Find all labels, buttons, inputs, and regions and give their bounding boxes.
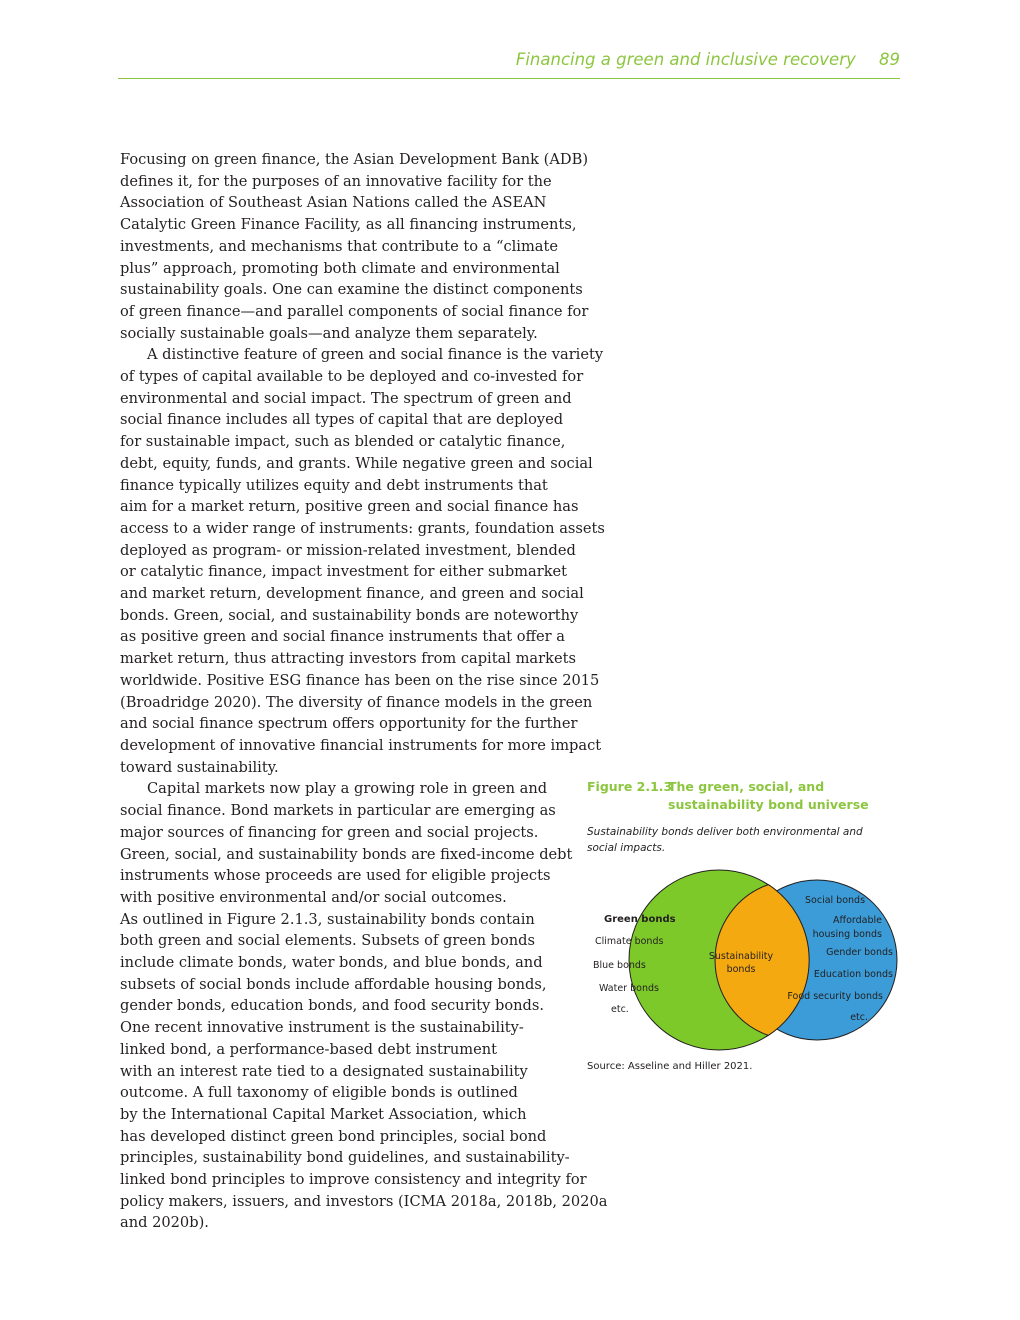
- venn-green-item: etc.: [611, 1004, 629, 1015]
- body-line: outcome. A full taxonomy of eligible bonds is outlined: [120, 1084, 518, 1102]
- body-line: finance typically utilizes equity and debt instruments that: [120, 476, 548, 494]
- venn-green-item: Climate bonds: [595, 936, 664, 947]
- body-line: and 2020b).: [120, 1214, 209, 1232]
- venn-green-item: Water bonds: [599, 983, 659, 994]
- body-line: linked bond, a performance-based debt instrument: [120, 1040, 497, 1058]
- body-line: worldwide. Positive ESG finance has been on the rise since 2015: [120, 671, 600, 689]
- body-line: market return, thus attracting investors from capital markets: [120, 650, 576, 668]
- venn-social-item: etc.: [850, 1012, 868, 1023]
- venn-social-item: Gender bonds: [826, 947, 893, 958]
- body-line: aim for a market return, positive green and social finance has: [120, 498, 579, 516]
- body-line: socially sustainable goals—and analyze them separately.: [120, 324, 538, 342]
- venn-social-title: Social bonds: [805, 895, 866, 906]
- body-line: bonds. Green, social, and sustainability bonds are noteworthy: [120, 606, 579, 624]
- body-line: and social finance spectrum offers opportunity for the further: [120, 715, 578, 733]
- body-line: instruments whose proceeds are used for eligible projects: [120, 867, 551, 885]
- venn-social-item: Education bonds: [813, 969, 893, 980]
- body-line: defines it, for the purposes of an innovative facility for the: [120, 172, 552, 190]
- venn-social-item: Affordable: [833, 915, 882, 926]
- venn-diagram: [584, 864, 904, 1054]
- body-line: as positive green and social finance instruments that offer a: [120, 628, 565, 646]
- body-line: Capital markets now play a growing role in green and: [147, 780, 548, 798]
- body-line: One recent innovative instrument is the sustainability-: [120, 1019, 524, 1037]
- body-line: Green, social, and sustainability bonds are fixed-income debt: [120, 845, 573, 863]
- venn-overlap-line2: bonds: [726, 964, 756, 975]
- body-line: subsets of social bonds include affordable housing bonds,: [120, 975, 547, 993]
- body-line: plus” approach, promoting both climate and environmental: [120, 259, 560, 277]
- body-line: development of innovative financial instruments for more impact: [120, 736, 602, 754]
- body-line: debt, equity, funds, and grants. While negative green and social: [120, 454, 593, 472]
- body-line: principles, sustainability bond guidelines, and sustainability-: [120, 1149, 570, 1167]
- figure-title: [587, 778, 907, 816]
- body-line: by the International Capital Market Association, which: [120, 1105, 527, 1123]
- body-line: investments, and mechanisms that contribute to a “climate: [120, 237, 559, 255]
- running-header: [118, 50, 900, 79]
- venn-overlap-line1: Sustainability: [708, 951, 774, 962]
- page-number: 89: [879, 50, 900, 69]
- venn-social-item: Food security bonds: [787, 991, 883, 1002]
- body-line: toward sustainability.: [120, 758, 279, 776]
- venn-green-item: Blue bonds: [593, 960, 646, 971]
- body-line: social finance. Bond markets in particular are emerging as: [120, 802, 556, 820]
- body-line: of green finance—and parallel components of social finance for: [120, 302, 589, 320]
- body-line: linked bond principles to improve consistency and integrity for: [120, 1171, 587, 1189]
- body-line: has developed distinct green bond principles, social bond: [120, 1127, 547, 1145]
- figure-subtitle: Sustainability bonds deliver both environmental and social impacts.: [587, 826, 863, 854]
- body-line: sustainability goals. One can examine the distinct components: [120, 281, 583, 299]
- body-line: As outlined in Figure 2.1.3, sustainability bonds contain: [120, 910, 535, 928]
- body-text: [120, 149, 608, 1234]
- body-line: Focusing on green finance, the Asian Development Bank (ADB): [120, 151, 589, 168]
- body-line: major sources of financing for green and social projects.: [120, 823, 539, 841]
- running-header-title: Financing a green and inclusive recovery: [515, 50, 856, 69]
- figure-label: Figure 2.1.3: [587, 779, 673, 794]
- body-line: social finance includes all types of capital that are deployed: [120, 411, 564, 429]
- figure-source: Source: Asseline and Hiller 2021.: [587, 1061, 753, 1072]
- body-line: policy makers, issuers, and investors (ICMA 2018a, 2018b, 2020a: [120, 1192, 608, 1210]
- body-line: of types of capital available to be deployed and co-invested for: [120, 368, 584, 386]
- figure-title-text: The green, social, and sustainability bond universe: [668, 779, 869, 812]
- body-line: for sustainable impact, such as blended or catalytic finance,: [120, 433, 566, 451]
- body-line: include climate bonds, water bonds, and blue bonds, and: [120, 954, 543, 972]
- body-line: environmental and social impact. The spectrum of green and: [120, 389, 572, 407]
- body-line: gender bonds, education bonds, and food security bonds.: [120, 997, 544, 1015]
- body-line: Association of Southeast Asian Nations called the ASEAN: [120, 194, 547, 212]
- body-line: and market return, development finance, and green and social: [120, 585, 584, 603]
- venn-green-title: Green bonds: [604, 914, 676, 925]
- body-line: A distinctive feature of green and social finance is the variety: [147, 346, 604, 364]
- body-line: with positive environmental and/or social outcomes.: [120, 888, 507, 906]
- venn-social-item: housing bonds: [812, 929, 882, 940]
- body-line: deployed as program- or mission-related investment, blended: [120, 541, 576, 559]
- body-line: or catalytic finance, impact investment for either submarket: [120, 563, 568, 581]
- body-line: Catalytic Green Finance Facility, as all financing instruments,: [120, 216, 577, 234]
- body-line: (Broadridge 2020). The diversity of finance models in the green: [120, 693, 593, 711]
- body-line: with an interest rate tied to a designated sustainability: [120, 1062, 528, 1080]
- body-line: access to a wider range of instruments: grants, foundation assets: [120, 519, 605, 537]
- figure-2-1-3: [587, 778, 907, 1072]
- body-line: both green and social elements. Subsets of green bonds: [120, 932, 535, 950]
